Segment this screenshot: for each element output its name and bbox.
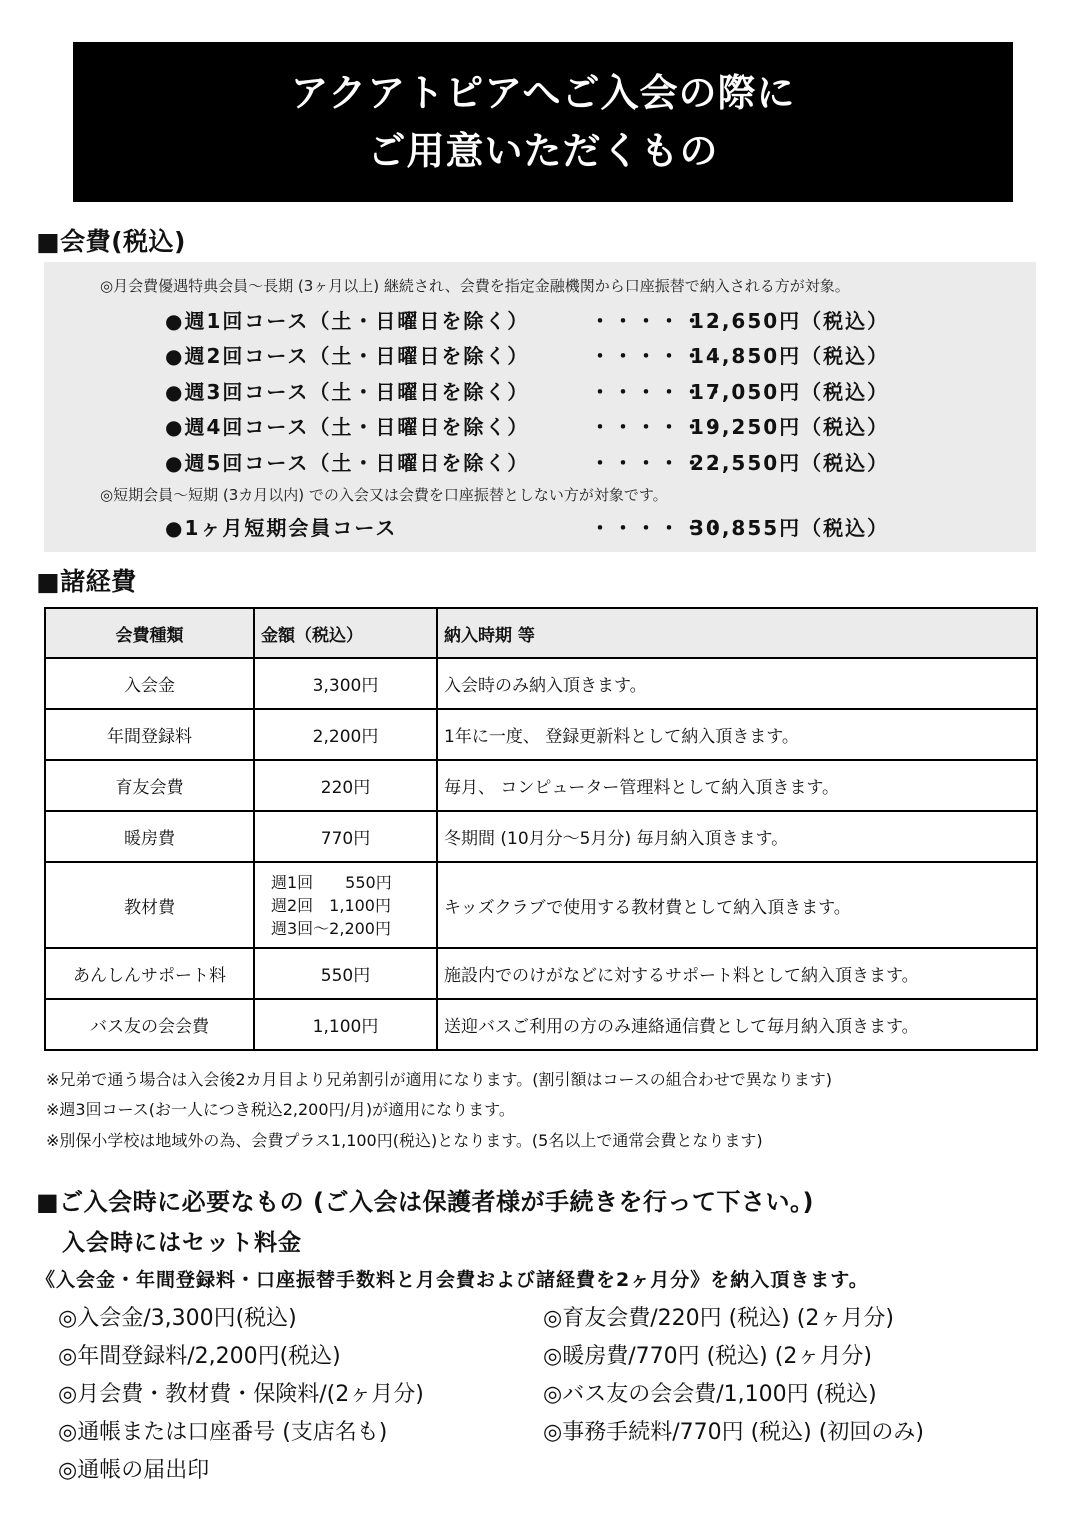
table-row (45, 948, 1037, 999)
course-label: ●週2回コース（土・日曜日を除く） (165, 344, 530, 368)
cell-timing: 毎月、 コンピューター管理料として納入頂きます。 (437, 760, 1037, 811)
need-item: ◎通帳または口座番号 (支店名も) (58, 1420, 388, 1445)
course-price: 22,550円（税込） (690, 451, 890, 475)
fees-heading: ■会費(税込) (36, 227, 186, 256)
expense-note: ※兄弟で通う場合は入会後2カ月目より兄弟割引が適用になります。(割引額はコースの組合わせで異なります) (46, 1070, 832, 1089)
course-label: ●週4回コース（土・日曜日を除く） (165, 415, 530, 439)
course-label: ●週1回コース（土・日曜日を除く） (165, 309, 530, 333)
table-row (45, 760, 1037, 811)
course-label: ●週5回コース（土・日曜日を除く） (165, 451, 530, 475)
course-label: ●1ヶ月短期会員コース (165, 516, 398, 540)
needs-heading: ■ご入会時に必要なもの (ご入会は保護者様が手続きを行って下さい。) (36, 1188, 814, 1216)
course-label: ●週3回コース（土・日曜日を除く） (165, 380, 530, 404)
cell-type: 教材費 (45, 862, 254, 948)
table-row (45, 999, 1037, 1050)
need-item: ◎月会費・教材費・保険料/(2ヶ月分) (58, 1382, 424, 1407)
course-price: 30,855円（税込） (690, 516, 890, 540)
amount-line: 週1回 550円 (271, 872, 392, 892)
cell-timing: 施設内でのけがなどに対するサポート料として納入頂きます。 (437, 948, 1037, 999)
need-item: ◎事務手続料/770円 (税込) (初回のみ) (543, 1420, 924, 1445)
cell-timing: 冬期間 (10月分～5月分) 毎月納入頂きます。 (437, 811, 1037, 862)
expense-note: ※週3回コース(お一人につき税込2,200円/月)が適用になります。 (46, 1100, 515, 1119)
need-item: ◎通帳の届出印 (58, 1458, 210, 1483)
course-dots: ・・・・・・ (590, 451, 728, 475)
title-line-2: ご用意いただくもの (367, 129, 719, 173)
table-header-row (45, 608, 1037, 658)
header-amount: 金額（税込） (254, 608, 437, 658)
expenses-table (44, 607, 1038, 1051)
course-dots: ・・・・・・ (590, 380, 728, 404)
title-line-1: アクアトピアへご入会の際に (290, 71, 796, 115)
set-fee-label: 入会時にはセット料金 (62, 1230, 302, 1256)
cell-timing: 送迎バスご利用の方のみ連絡通信費として毎月納入頂きます。 (437, 999, 1037, 1050)
cell-type: 育友会費 (45, 760, 254, 811)
cell-amount-multi (254, 862, 437, 948)
header-timing: 納入時期 等 (437, 608, 1037, 658)
table-row (45, 658, 1037, 709)
cell-timing: 入会時のみ納入頂きます。 (437, 658, 1037, 709)
cell-amount: 3,300円 (254, 658, 437, 709)
need-item: ◎暖房費/770円 (税込) (2ヶ月分) (543, 1344, 872, 1369)
cell-type: 入会金 (45, 658, 254, 709)
table-row (45, 811, 1037, 862)
cell-amount: 2,200円 (254, 709, 437, 760)
cell-amount: 770円 (254, 811, 437, 862)
course-dots: ・・・・・・ (590, 344, 728, 368)
expense-note: ※別保小学校は地域外の為、会費プラス1,100円(税込)となります。(5名以上で通常会費となります) (46, 1131, 763, 1150)
course-dots: ・・・・・・ (590, 516, 728, 540)
table-row (45, 862, 1037, 948)
set-fee-detail: 《入会金・年間登録料・口座振替手数料と月会費および諸経費を2ヶ月分》を納入頂きます。 (36, 1269, 869, 1291)
course-price: 17,050円（税込） (690, 380, 890, 404)
course-price: 19,250円（税込） (690, 415, 890, 439)
cell-amount: 220円 (254, 760, 437, 811)
fees-note-long: ◎月会費優遇特典会員～長期 (3ヶ月以上) 継続され、会費を指定金融機関から口座振替で納入される方が対象。 (100, 277, 850, 295)
need-item: ◎入会金/3,300円(税込) (58, 1306, 297, 1331)
need-item: ◎年間登録料/2,200円(税込) (58, 1344, 341, 1369)
course-dots: ・・・・・・ (590, 309, 728, 333)
course-price: 14,850円（税込） (690, 344, 890, 368)
cell-type: バス友の会会費 (45, 999, 254, 1050)
cell-timing: キッズクラブで使用する教材費として納入頂きます。 (437, 862, 1037, 948)
cell-timing: 1年に一度、 登録更新料として納入頂きます。 (437, 709, 1037, 760)
need-item: ◎育友会費/220円 (税込) (2ヶ月分) (543, 1306, 894, 1331)
amount-line: 週3回～2,200円 (271, 918, 391, 938)
cell-amount: 1,100円 (254, 999, 437, 1050)
cell-type: あんしんサポート料 (45, 948, 254, 999)
fees-note-short: ◎短期会員～短期 (3カ月以内) での入会又は会費を口座振替としない方が対象です。 (100, 486, 668, 504)
table-row (45, 709, 1037, 760)
title-banner (73, 42, 1013, 202)
cell-type: 年間登録料 (45, 709, 254, 760)
amount-line: 週2回 1,100円 (271, 895, 391, 915)
expenses-heading: ■諸経費 (36, 567, 137, 596)
cell-type: 暖房費 (45, 811, 254, 862)
header-type: 会費種類 (45, 608, 254, 658)
need-item: ◎バス友の会会費/1,100円 (税込) (543, 1382, 877, 1407)
course-price: 12,650円（税込） (690, 309, 890, 333)
cell-amount: 550円 (254, 948, 437, 999)
course-dots: ・・・・・・ (590, 415, 728, 439)
